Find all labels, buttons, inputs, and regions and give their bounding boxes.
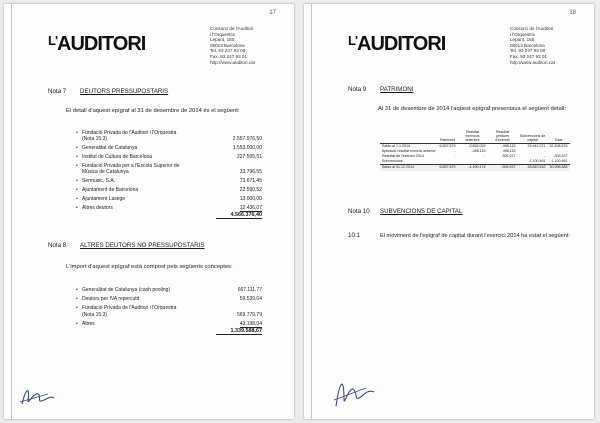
note-9-heading: Nota 9 PATRIMONI — [348, 86, 414, 93]
note-8-intro: L'import d'aquest epígraf està compost pels següents conceptes: — [66, 264, 233, 270]
address-block: Consorci de l'Auditori i l'Orquestra Lepant, 150 08013 Barcelona Tel. 93 247 93 00 Fax. 93 247 93 01 http://www.auditori.cat — [210, 26, 255, 65]
table-header-row — [380, 130, 570, 143]
table-header: Total — [548, 130, 570, 143]
note-7-heading: Nota 7 DEUTORS PRESSUPOSTARIS — [48, 88, 169, 95]
table-row: • Altres deutors 12.436,07 — [76, 205, 262, 211]
auditori-logo: $^{L'}$AUDITORI — [348, 33, 446, 55]
auditori-logo: $^{L'}$AUDITORI — [48, 33, 146, 55]
table-row: Subvencions -1.100.461 -1.100.461 — [382, 159, 568, 164]
address-block: Consorci de l'Auditori i l'Orquestra Lepant, 150 08013 Barcelona Tel. 93 247 93 00 Fax. 93 247 93 01 http://www.auditori.cat — [510, 26, 555, 65]
note-7-total: 4.566.376,40 — [216, 212, 262, 219]
document-page-2 — [304, 4, 594, 419]
table-row: • Generalitat de Catalunya (cash pooling) 667.111,77 — [76, 287, 262, 293]
table-row: • Altres 43.198,04 — [76, 321, 262, 327]
page-margin-line — [11, 4, 12, 419]
table-header: Resultat exercicis anteriors — [458, 130, 488, 143]
table-total-row: Saldo al 31.12.2014 6.657.679 -4.190.174 -309.227 28.840.610 30.998.888 — [382, 165, 568, 170]
page-number: 17 — [269, 10, 276, 16]
handwritten-signature — [330, 370, 378, 410]
table-row: • Fundació Privada de l'Auditori i l'Orquestra — [76, 130, 177, 136]
table-row: • Institut de Cultura de Barcelona 227.505,51 — [76, 154, 262, 160]
note-10-1: 10.1 El moviment de l'epígraf de capital durant l'exercici 2014 ha estat el següent: — [348, 232, 570, 239]
note-9-intro: Al 31 de desembre de 2014 l'aquest epígraf presentava el següent detall: — [378, 106, 567, 112]
table-row: Música de Catalunya 33.796,55 — [82, 169, 262, 175]
table-row: • Ajuntament Lasege 13.000,00 — [76, 196, 262, 202]
table-header: Resultat pèrdues d'exercici — [488, 130, 518, 143]
table-row: • Deutors per IVA repercutit 59.539,04 — [76, 296, 262, 302]
document-page-1 — [4, 4, 294, 419]
handwritten-signature — [18, 382, 58, 410]
page-margin-line — [311, 4, 312, 419]
note-10-heading: Nota 10 SUBVENCIONS DE CAPITAL — [348, 208, 463, 215]
table-row: (Nota 15.3) 2.557.976,50 — [82, 136, 262, 142]
note-8-heading: Nota 8 ALTRES DEUTORS NO PRESSUPOSTARIS — [48, 242, 205, 249]
table-header: Subvencions de capital — [518, 130, 548, 143]
table-row: • Fundació Privada per a l'Escola Superior de — [76, 163, 180, 169]
table-row: • Sermusic, S.A. 73.671,45 — [76, 178, 262, 184]
patrimoni-table — [380, 130, 570, 171]
table-header: Patrimoni — [438, 130, 458, 143]
table-row: Aplicació resultat exercici anterior - -498.115 498.115 - - — [382, 148, 568, 153]
table-row: Resultat de l'exercici 2014 - - -309.227 - -309.227 — [382, 154, 568, 159]
table-row: Saldo al 1.1.2014 6.657.679 -3.692.059 -498.115 29.941.071 32.408.576 — [382, 143, 568, 148]
table-row: • Generalitat de Catalunya 1.553.000,00 — [76, 145, 262, 151]
page-number: 18 — [569, 10, 576, 16]
table-row: • Fundació Privada de l'Auditori i l'Orquestra — [76, 305, 177, 311]
table-row: (Nota 15.3) 569.779,79 — [82, 312, 262, 318]
table-row: • Ajuntament de Barcelona 22.590,52 — [76, 187, 262, 193]
note-8-total: 1.339.588,67 — [216, 328, 262, 335]
table-header — [380, 130, 438, 143]
note-7-intro: El detall d'aquest epígraf al 31 de desembre de 2014 és el següent: — [66, 108, 240, 114]
